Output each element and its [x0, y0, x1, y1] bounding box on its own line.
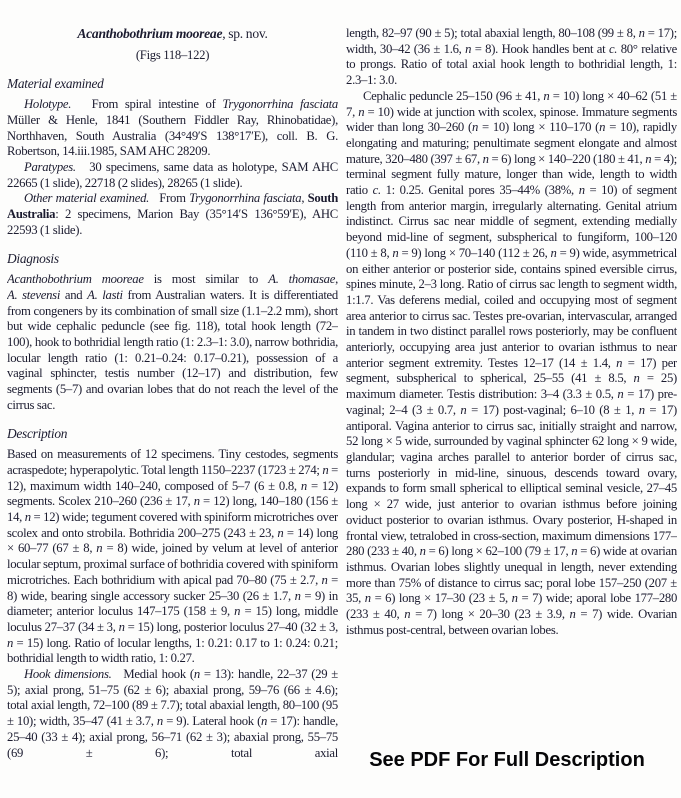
paragraph-paratypes: Paratypes. 30 specimens, same data as holotype, SAM AHC 22665 (1 slide), 22718 (2 slides), 28265 (1 slide). — [7, 159, 338, 190]
species-title: Acanthobothrium mooreae, sp. nov. — [77, 26, 268, 41]
section-heading-diagnosis: Diagnosis — [7, 251, 59, 267]
paragraph-diagnosis: Acanthobothrium mooreae is most similar to A. thomasae, A. stevensi and A. lasti from Australian waters. It is differentiated from congeners by its combination of small size (1.1–2.2 mm), short but wide cephalic peduncle (see fig. 118), total hook length (72–100), hook to bothridial length ratio (1: 2.3–1: 3.0), narrow bothridia, locular length ratio (1: 0.21–0.24: 0.17–0.21), possession of a vaginal sphincter, testis number (12–17) and distribution, few segments (5–7) and ovarian lobes that do not reach the level of the cirrus sac. — [7, 272, 338, 412]
section-heading-description: Description — [7, 426, 68, 442]
paragraph-holotype: Holotype. From spiral intestine of Trygonorrhina fasciata Müller & Henle, 1841 (Southern Fiddler Ray, Rhinobatidae), Northhaven, South Australia (34°49′S 138°17′E), coll. B. G. Robertson, 14.iii.1985, SAM AHC 28209. — [7, 97, 338, 159]
figures-reference: (Figs 118–122) — [135, 47, 210, 62]
paragraph-cephalic-peduncle: Cephalic peduncle 25–150 (96 ± 41, n = 10) long × 40–62 (51 ± 7, n = 10) wide at junction with scolex, spinose. Immature segments wider than long 30–260 (n = 10) long × 110–170 (n = 10), rapidly elongating and maturing; penultimate segment elongate and almost mature, 320–480 (397 ± 67, n = 6) long × 140–220 (180 ± 41, n = 4); terminal segment fully mature, longer than wide, length to width ratio c. 1: 0.25. Genital pores 35–44% (38%, n = 10) of segment length from anterior margin, irregularly alternating. Genital atrium indistinct. Cirrus sac near middle of segment, extending medially beyond mid-line of segment, subspherical to fungiform, 100–120 (110 ± 8, n = 9) long × 70–140 (112 ± 26, n = 9) wide, asymmetrical on either anterior or posterior side, contains spined eversible cirrus, spines minute, 2–3 long. Ratio of cirrus sac length to segment width, 1:1.7. Vas deferens medial, coiled and occupying most of segment area anterior to cirrus sac. Testes pre-ovarian, intervascular, arranged in tandem in two distinct parallel rows posteriorly, may be confluent anteriorly, occupying area just anterior to ovarian isthmus to near anterior segment extremity. Testes 12–17 (14 ± 1.4, n = 17) per segment, subspherical to spherical, 25–55 (41 ± 8.5, n = 25) maximum diameter. Testis distribution: 3–4 (3.3 ± 0.5, n = 17) pre-vaginal; 2–4 (3 ± 0.7, n = 17) post-vaginal; 6–10 (8 ± 1, n = 17) antiporal. Vagina anterior to cirrus sac, initially straight and narrow, 52 long × 5 wide, surrounded by vaginal sphincter 62 long × 9 wide, glandular; vagina arches parallel to anterior border of cirrus sac, turns posteriorly in mid-line, sinuous, descends toward ovary, expands to form small spherical to elliptical seminal vesicle, 27–45 long × 27 wide, just anterior to ovarian isthmus before joining oviduct posterior to ovarian isthmus. Ovary posterior, H-shaped in frontal view, tetralobed in cross-section, maximum dimensions 177–280 (233 ± 40, n = 6) long × 62–100 (79 ± 17, n = 6) wide at ovarian isthmus. Ovarian lobes slightly unequal in length, never extending more than 75% of distance to cirrus sac; poral lobe 157–250 (207 ± 35, n = 6) long × 17–30 (23 ± 5, n = 7) wide; aporal lobe 177–280 (233 ± 40, n = 7) long × 20–30 (23 ± 3.9, n = 7) wide. Ovarian isthmus post-central, between ovarian lobes. — [346, 88, 677, 637]
section-heading-material-examined: Material examined — [7, 76, 104, 92]
paragraph-description-measurements: Based on measurements of 12 specimens. Tiny cestodes, segments acraspedote; hyperapolytic. Total length 1150–2237 (1723 ± 274; n = 12), maximum width 140–240, composed of 5–7 (6 ± 0.8, n = 12) segments. Scolex 210–260 (236 ± 17, n = 12) long, 140–180 (156 ± 14, n = 12) wide; tegument covered with spiniform microtriches over scolex and onto strobila. Bothridia 200–275 (243 ± 23, n = 14) long × 60–77 (67 ± 8, n = 8) wide, joined by velum at level of anterior locular septum, proximal surface of bothridia covered with spiniform microtriches. Each bothridium with apical pad 70–80 (75 ± 2.7, n = 8) wide, bearing single accessory sucker 25–30 (26 ± 1.7, n = 9) in diameter; anterior loculus 147–175 (158 ± 9, n = 15) long, middle loculus 27–37 (34 ± 3, n = 15) long, posterior loculus 27–40 (32 ± 3, n = 15) long. Ratio of locular lengths, 1: 0.21: 0.17 to 1: 0.24: 0.21; bothridial length to width ratio, 1: 0.27. — [7, 447, 338, 666]
paragraph-hook-dimensions-continued: length, 82–97 (90 ± 5); total abaxial length, 80–108 (99 ± 8, n = 17); width, 30–42 (36 ± 1.6, n = 8). Hook handles bent at c. 80° relative to prongs. Ratio of total axial hook length to bothridial length, 1: 2.3–1: 3.0. — [346, 26, 677, 88]
paragraph-hook-dimensions: Hook dimensions. Medial hook (n = 13): handle, 22–37 (29 ± 5); axial prong, 51–75 (62 ± 6); abaxial prong, 59–76 (66 ± 4.6); total axial length, 72–100 (89 ± 7.7); total abaxial length, 80–100 (95 ± 10); width, 35–47 (41 ± 3.7, n = 9). Lateral hook (n = 17): handle, 25–40 (33 ± 4); axial prong, 56–71 (62 ± 3); abaxial prong, 55–75 (69 ± 6); total axial — [7, 667, 338, 760]
see-pdf-note: See PDF For Full Description — [346, 749, 668, 772]
paragraph-other-material: Other material examined. From Trygonorrhina fasciata, South Australia: 2 specimens, Marion Bay (35°14′S 136°59′E), AHC 22593 (1 slide). — [7, 191, 338, 237]
left-column — [7, 26, 338, 798]
right-column — [346, 26, 677, 746]
